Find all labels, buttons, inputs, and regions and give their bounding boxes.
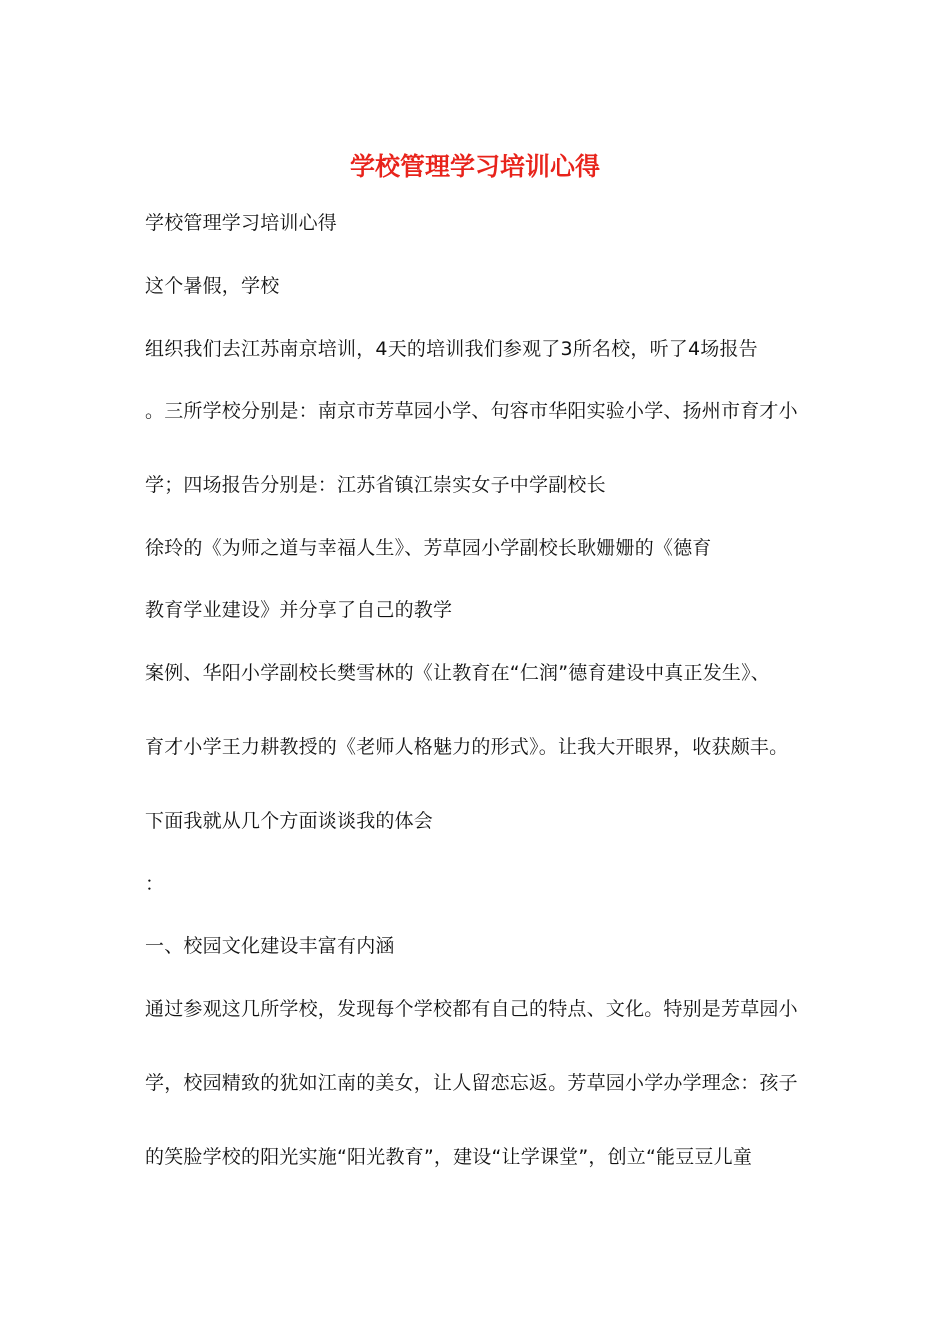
document-title: 学校管理学习培训心得	[349, 152, 600, 181]
paragraph-line: 育才小学王力耕教授的《老师人格魅力的形式》。让我大开眼界，收获颇丰。	[145, 736, 789, 758]
section-heading: 一、校园文化建设丰富有内涵	[145, 935, 395, 957]
paragraph-line: 这个暑假，学校	[145, 275, 280, 297]
paragraph-line: 下面我就从几个方面谈谈我的体会	[145, 810, 434, 832]
paragraph-line: ：	[145, 873, 165, 895]
paragraph-line: 。三所学校分别是：南京市芳草园小学、句容市华阳实验小学、扬州市育才小	[145, 400, 798, 422]
paragraph-line: 学校管理学习培训心得	[145, 212, 338, 234]
paragraph-line: 的笑脸学校的阳光实施“阳光教育”，建设“让学课堂”，创立“能豆豆儿童	[145, 1146, 753, 1168]
paragraph-line: 徐玲的《为师之道与幸福人生》、芳草园小学副校长耿姗姗的《德育	[145, 537, 712, 559]
paragraph-line: 学，校园精致的犹如江南的美女，让人留恋忘返。芳草园小学办学理念：孩子	[145, 1072, 798, 1094]
paragraph-line: 案例、华阳小学副校长樊雪林的《让教育在“仁润”德育建设中真正发生》、	[145, 662, 770, 684]
paragraph-line: 教育学业建设》并分享了自己的教学	[145, 599, 453, 621]
paragraph-line: 通过参观这几所学校，发现每个学校都有自己的特点、文化。特别是芳草园小	[145, 998, 798, 1020]
paragraph-line: 学；四场报告分别是：江苏省镇江崇实女子中学副校长	[145, 474, 606, 496]
paragraph-line: 组织我们去江苏南京培训，4天的培训我们参观了3所名校，听了4场报告	[145, 338, 758, 360]
